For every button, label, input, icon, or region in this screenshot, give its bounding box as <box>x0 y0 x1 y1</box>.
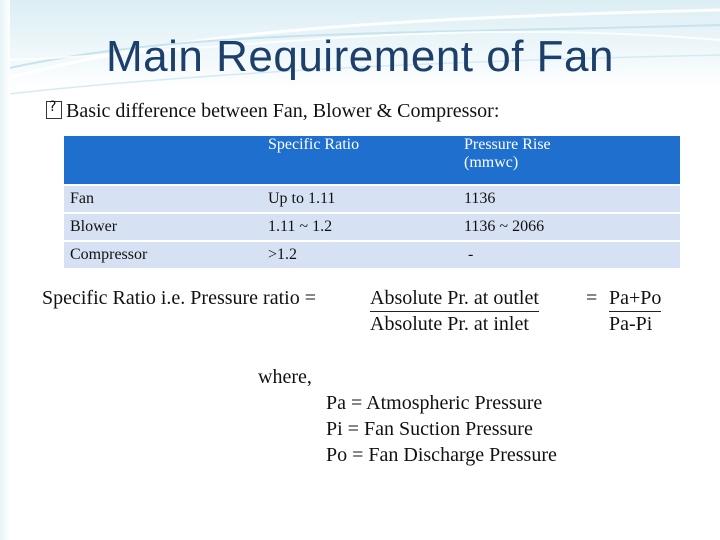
definition-pa: Pa = Atmospheric Pressure <box>326 392 543 414</box>
header-cell-empty <box>64 136 262 184</box>
header-cell-pressure-rise <box>458 136 680 184</box>
table-row <box>64 242 680 268</box>
row-pressure: - <box>458 242 680 268</box>
row-ratio: 1.11 ~ 1.2 <box>262 214 458 240</box>
formula-lead: Specific Ratio i.e. Pressure ratio = <box>42 287 316 309</box>
table-row <box>64 214 680 240</box>
bullet-text: Basic difference between Fan, Blower & Compressor: <box>66 100 500 122</box>
formula-numerator: Absolute Pr. at outlet <box>370 287 539 312</box>
bullet-icon <box>46 101 62 119</box>
formula-short-numerator: Pa+Po <box>609 287 661 312</box>
where-label: where, <box>258 366 312 388</box>
row-name: Compressor <box>64 242 262 268</box>
header-pressure-line1: Pressure Rise <box>464 136 551 153</box>
definition-po: Po = Fan Discharge Pressure <box>326 444 557 466</box>
definition-pi: Pi = Fan Suction Pressure <box>326 418 533 440</box>
table-header-row <box>64 136 680 184</box>
header-cell-specific-ratio: Specific Ratio <box>262 136 458 184</box>
row-pressure: 1136 ~ 2066 <box>458 214 680 240</box>
row-name: Blower <box>64 214 262 240</box>
header-pressure-line2: (mmwc) <box>464 154 519 171</box>
formula-equals: = <box>586 287 598 309</box>
comparison-table <box>64 134 680 270</box>
formula-denominator: Absolute Pr. at inlet <box>370 313 529 335</box>
slide-title: Main Requirement of Fan <box>106 32 614 81</box>
row-ratio: Up to 1.11 <box>262 186 458 212</box>
row-name: Fan <box>64 186 262 212</box>
row-ratio: >1.2 <box>262 242 458 268</box>
bullet-heading <box>46 100 499 123</box>
formula-short-denominator: Pa-Pi <box>609 313 653 335</box>
row-pressure: 1136 <box>458 186 680 212</box>
table-row <box>64 186 680 212</box>
